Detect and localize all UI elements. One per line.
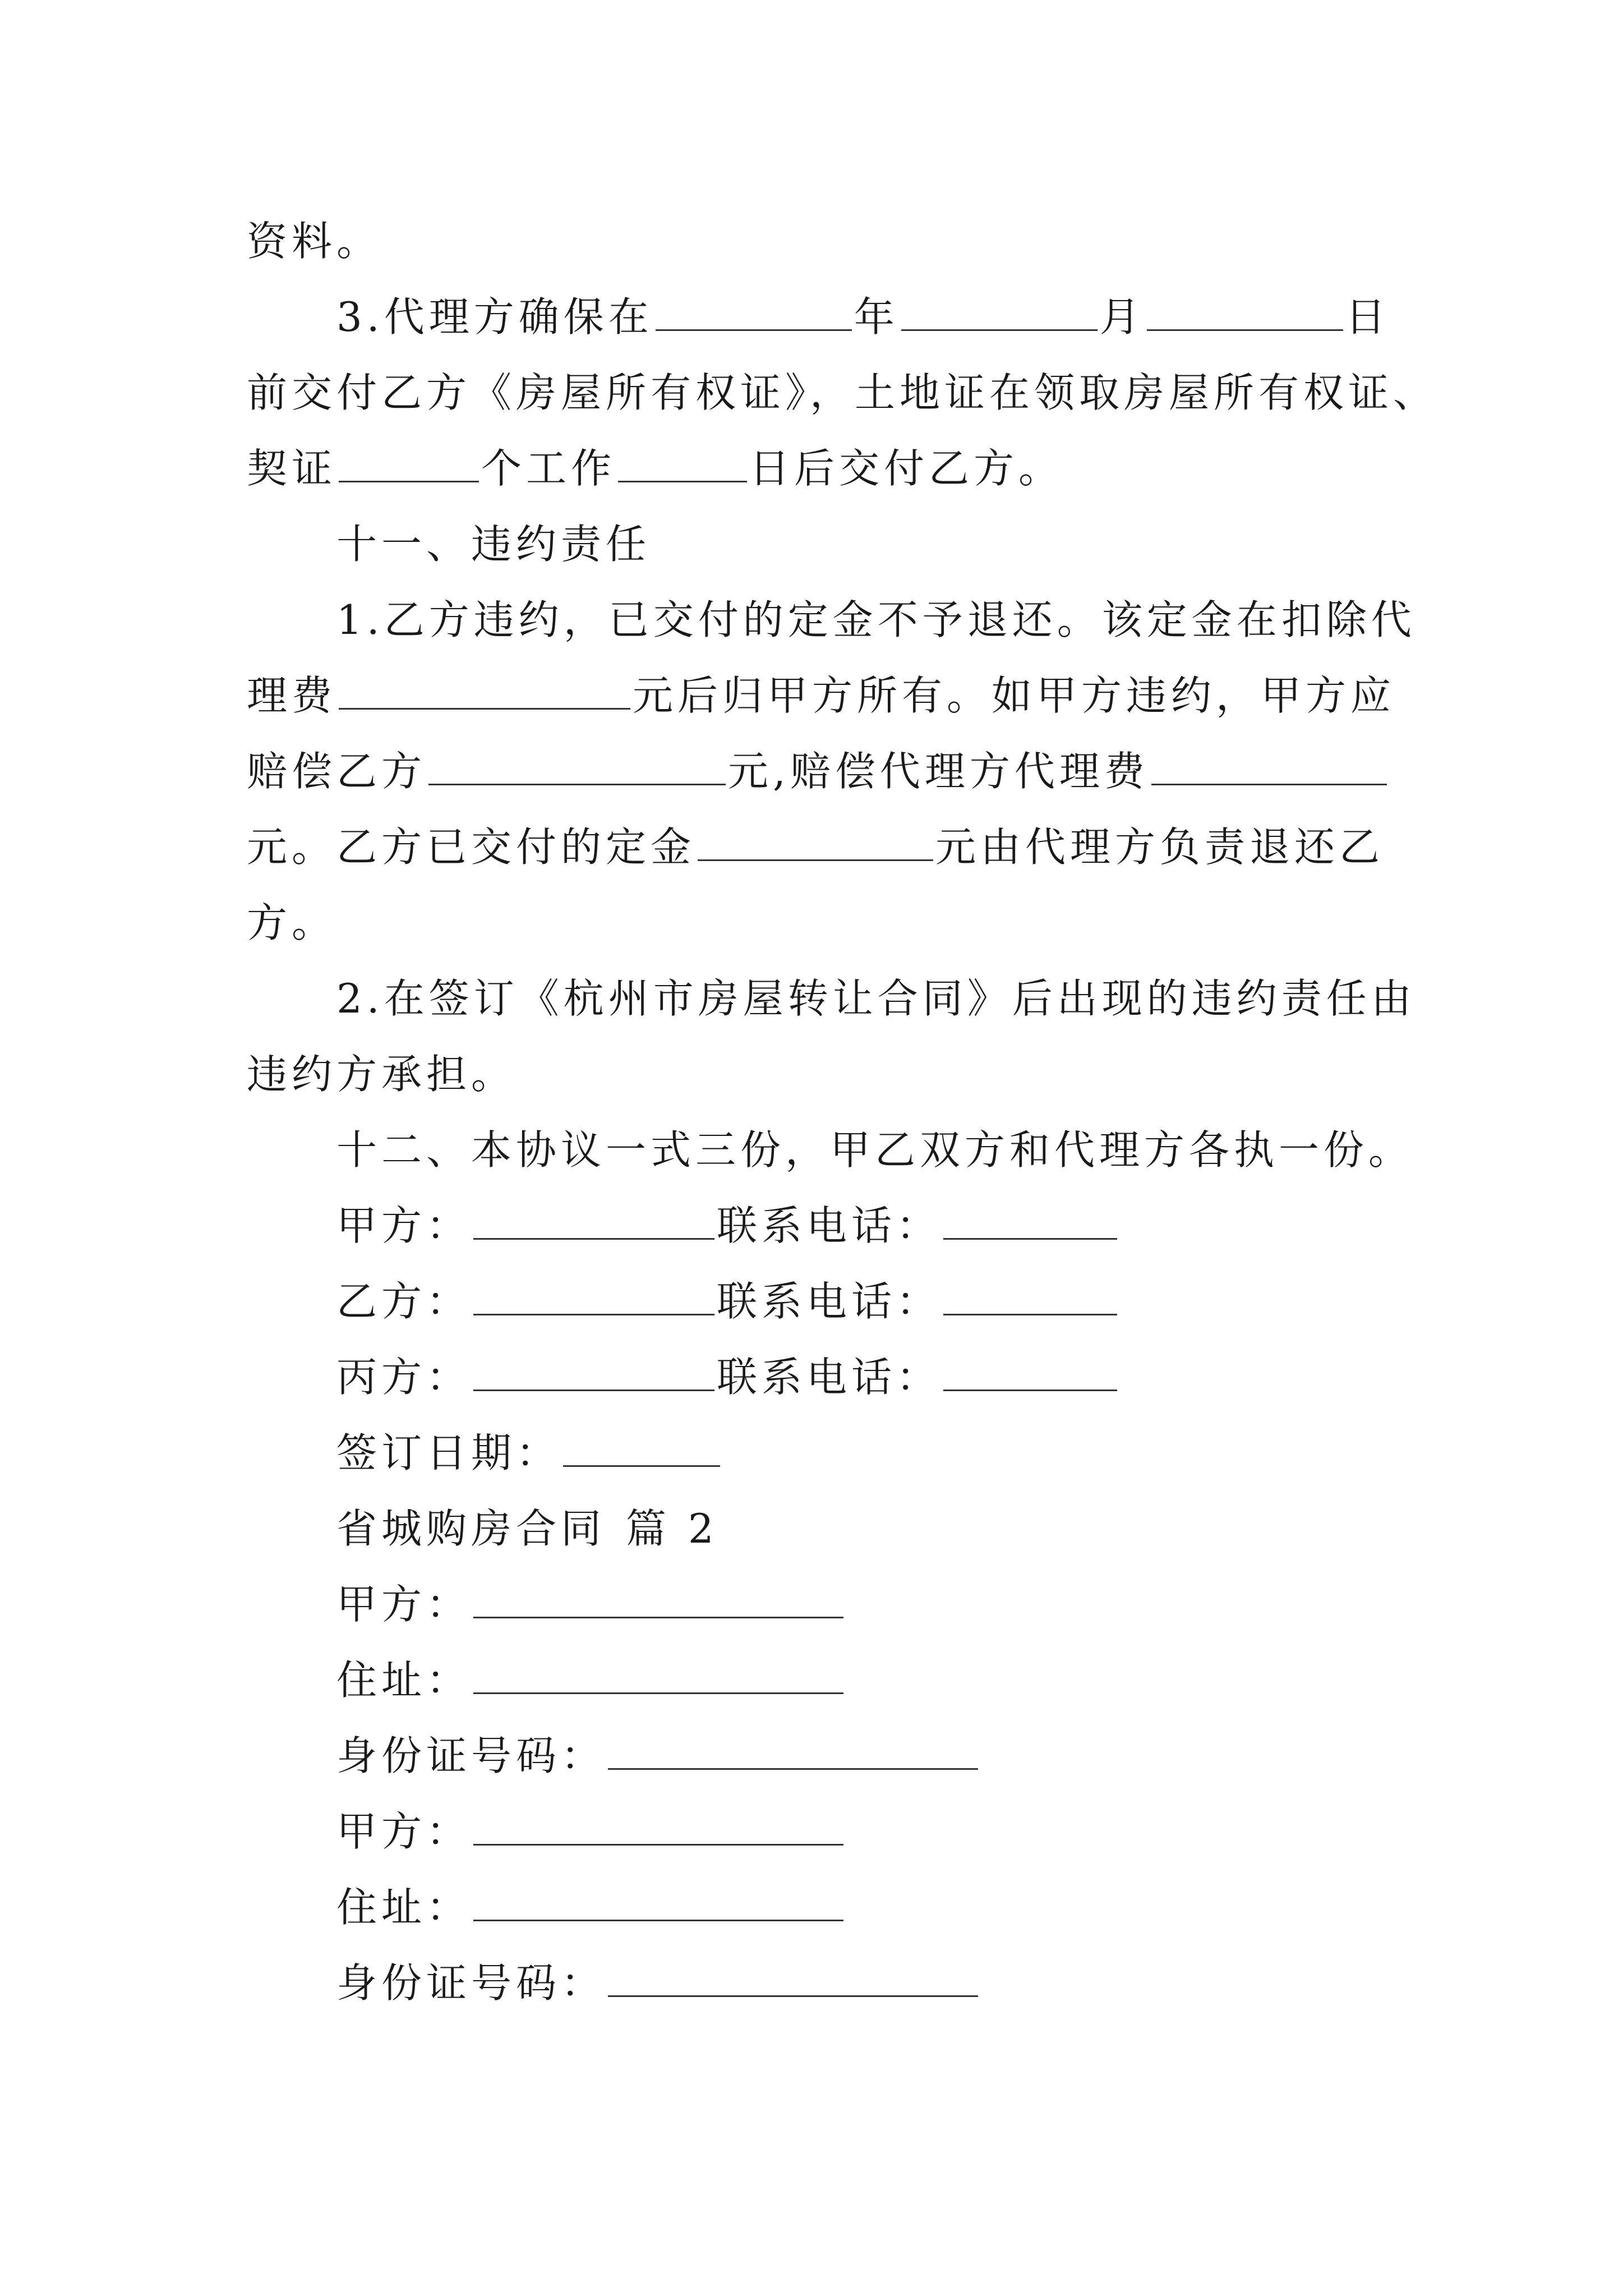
text-line: 资料。 bbox=[247, 218, 382, 265]
text-line: 赔偿乙方 元,赔偿代理方代理费 bbox=[247, 740, 1389, 802]
blank-party-b[interactable] bbox=[473, 1279, 714, 1315]
contract2-address: 住址： bbox=[336, 1649, 846, 1711]
signature-date: 签订日期： bbox=[336, 1422, 722, 1484]
signature-party-c: 丙方： 联系电话： bbox=[336, 1346, 1119, 1408]
blank-day[interactable] bbox=[1147, 295, 1343, 331]
contract2-id-number: 身份证号码： bbox=[336, 1725, 980, 1787]
contract2-address-2: 住址： bbox=[336, 1876, 846, 1938]
blank-month[interactable] bbox=[901, 295, 1098, 331]
blank-c2-party-a[interactable] bbox=[473, 1582, 843, 1618]
blank-phone-c[interactable] bbox=[943, 1355, 1117, 1391]
contract2-id-number-2: 身份证号码： bbox=[336, 1952, 980, 2014]
signature-party-b: 乙方： 联系电话： bbox=[336, 1271, 1119, 1332]
blank-party-c[interactable] bbox=[473, 1355, 714, 1391]
blank-agency-compensation[interactable] bbox=[1151, 749, 1387, 785]
blank-c2-id[interactable] bbox=[608, 1733, 978, 1770]
text-line: 3.代理方确保在 年 月 日 bbox=[336, 293, 1390, 341]
blank-agency-fee[interactable] bbox=[339, 673, 630, 710]
text-line: 元。乙方已交付的定金 元由代理方负责退还乙 bbox=[247, 823, 1385, 871]
section-heading: 十二、本协议一式三份，甲乙双方和代理方各执一份。 bbox=[336, 1126, 1414, 1174]
text-line: 前交付乙方《房屋所有权证》，土地证在领取房屋所有权证、 bbox=[247, 369, 1438, 416]
blank-phone-a[interactable] bbox=[943, 1203, 1117, 1240]
contract2-party-a-2: 甲方： bbox=[336, 1801, 846, 1862]
contract-title: 省城购房合同 篇 2 bbox=[336, 1505, 718, 1552]
blank-c2-address-2[interactable] bbox=[473, 1885, 843, 1921]
text-line: 契证 个工作 日后交付乙方。 bbox=[247, 445, 1064, 492]
blank-year[interactable] bbox=[656, 295, 852, 331]
blank-c2-id-2[interactable] bbox=[608, 1961, 978, 1997]
blank-compensation[interactable] bbox=[428, 749, 726, 785]
signature-party-a: 甲方： 联系电话： bbox=[336, 1195, 1119, 1257]
blank-c2-address[interactable] bbox=[473, 1658, 843, 1694]
text-line: 方。 bbox=[247, 899, 337, 946]
text-line: 理费 元后归甲方所有。如甲方违约，甲方应 bbox=[247, 672, 1396, 719]
blank-deposit[interactable] bbox=[698, 825, 933, 861]
text-line: 1.乙方违约，已交付的定金不予退还。该定金在扣除代 bbox=[336, 596, 1416, 643]
blank-c2-party-a-2[interactable] bbox=[473, 1809, 843, 1846]
section-heading: 十一、违约责任 bbox=[336, 521, 651, 568]
blank-party-a[interactable] bbox=[473, 1203, 714, 1240]
text-line: 2.在签订《杭州市房屋转让合同》后出现的违约责任由 bbox=[336, 975, 1416, 1022]
blank-days-2[interactable] bbox=[618, 446, 747, 482]
blank-date[interactable] bbox=[563, 1430, 720, 1467]
text-line: 违约方承担。 bbox=[247, 1051, 517, 1098]
blank-days-1[interactable] bbox=[339, 446, 479, 482]
blank-phone-b[interactable] bbox=[943, 1279, 1117, 1315]
contract2-party-a: 甲方： bbox=[336, 1573, 846, 1635]
